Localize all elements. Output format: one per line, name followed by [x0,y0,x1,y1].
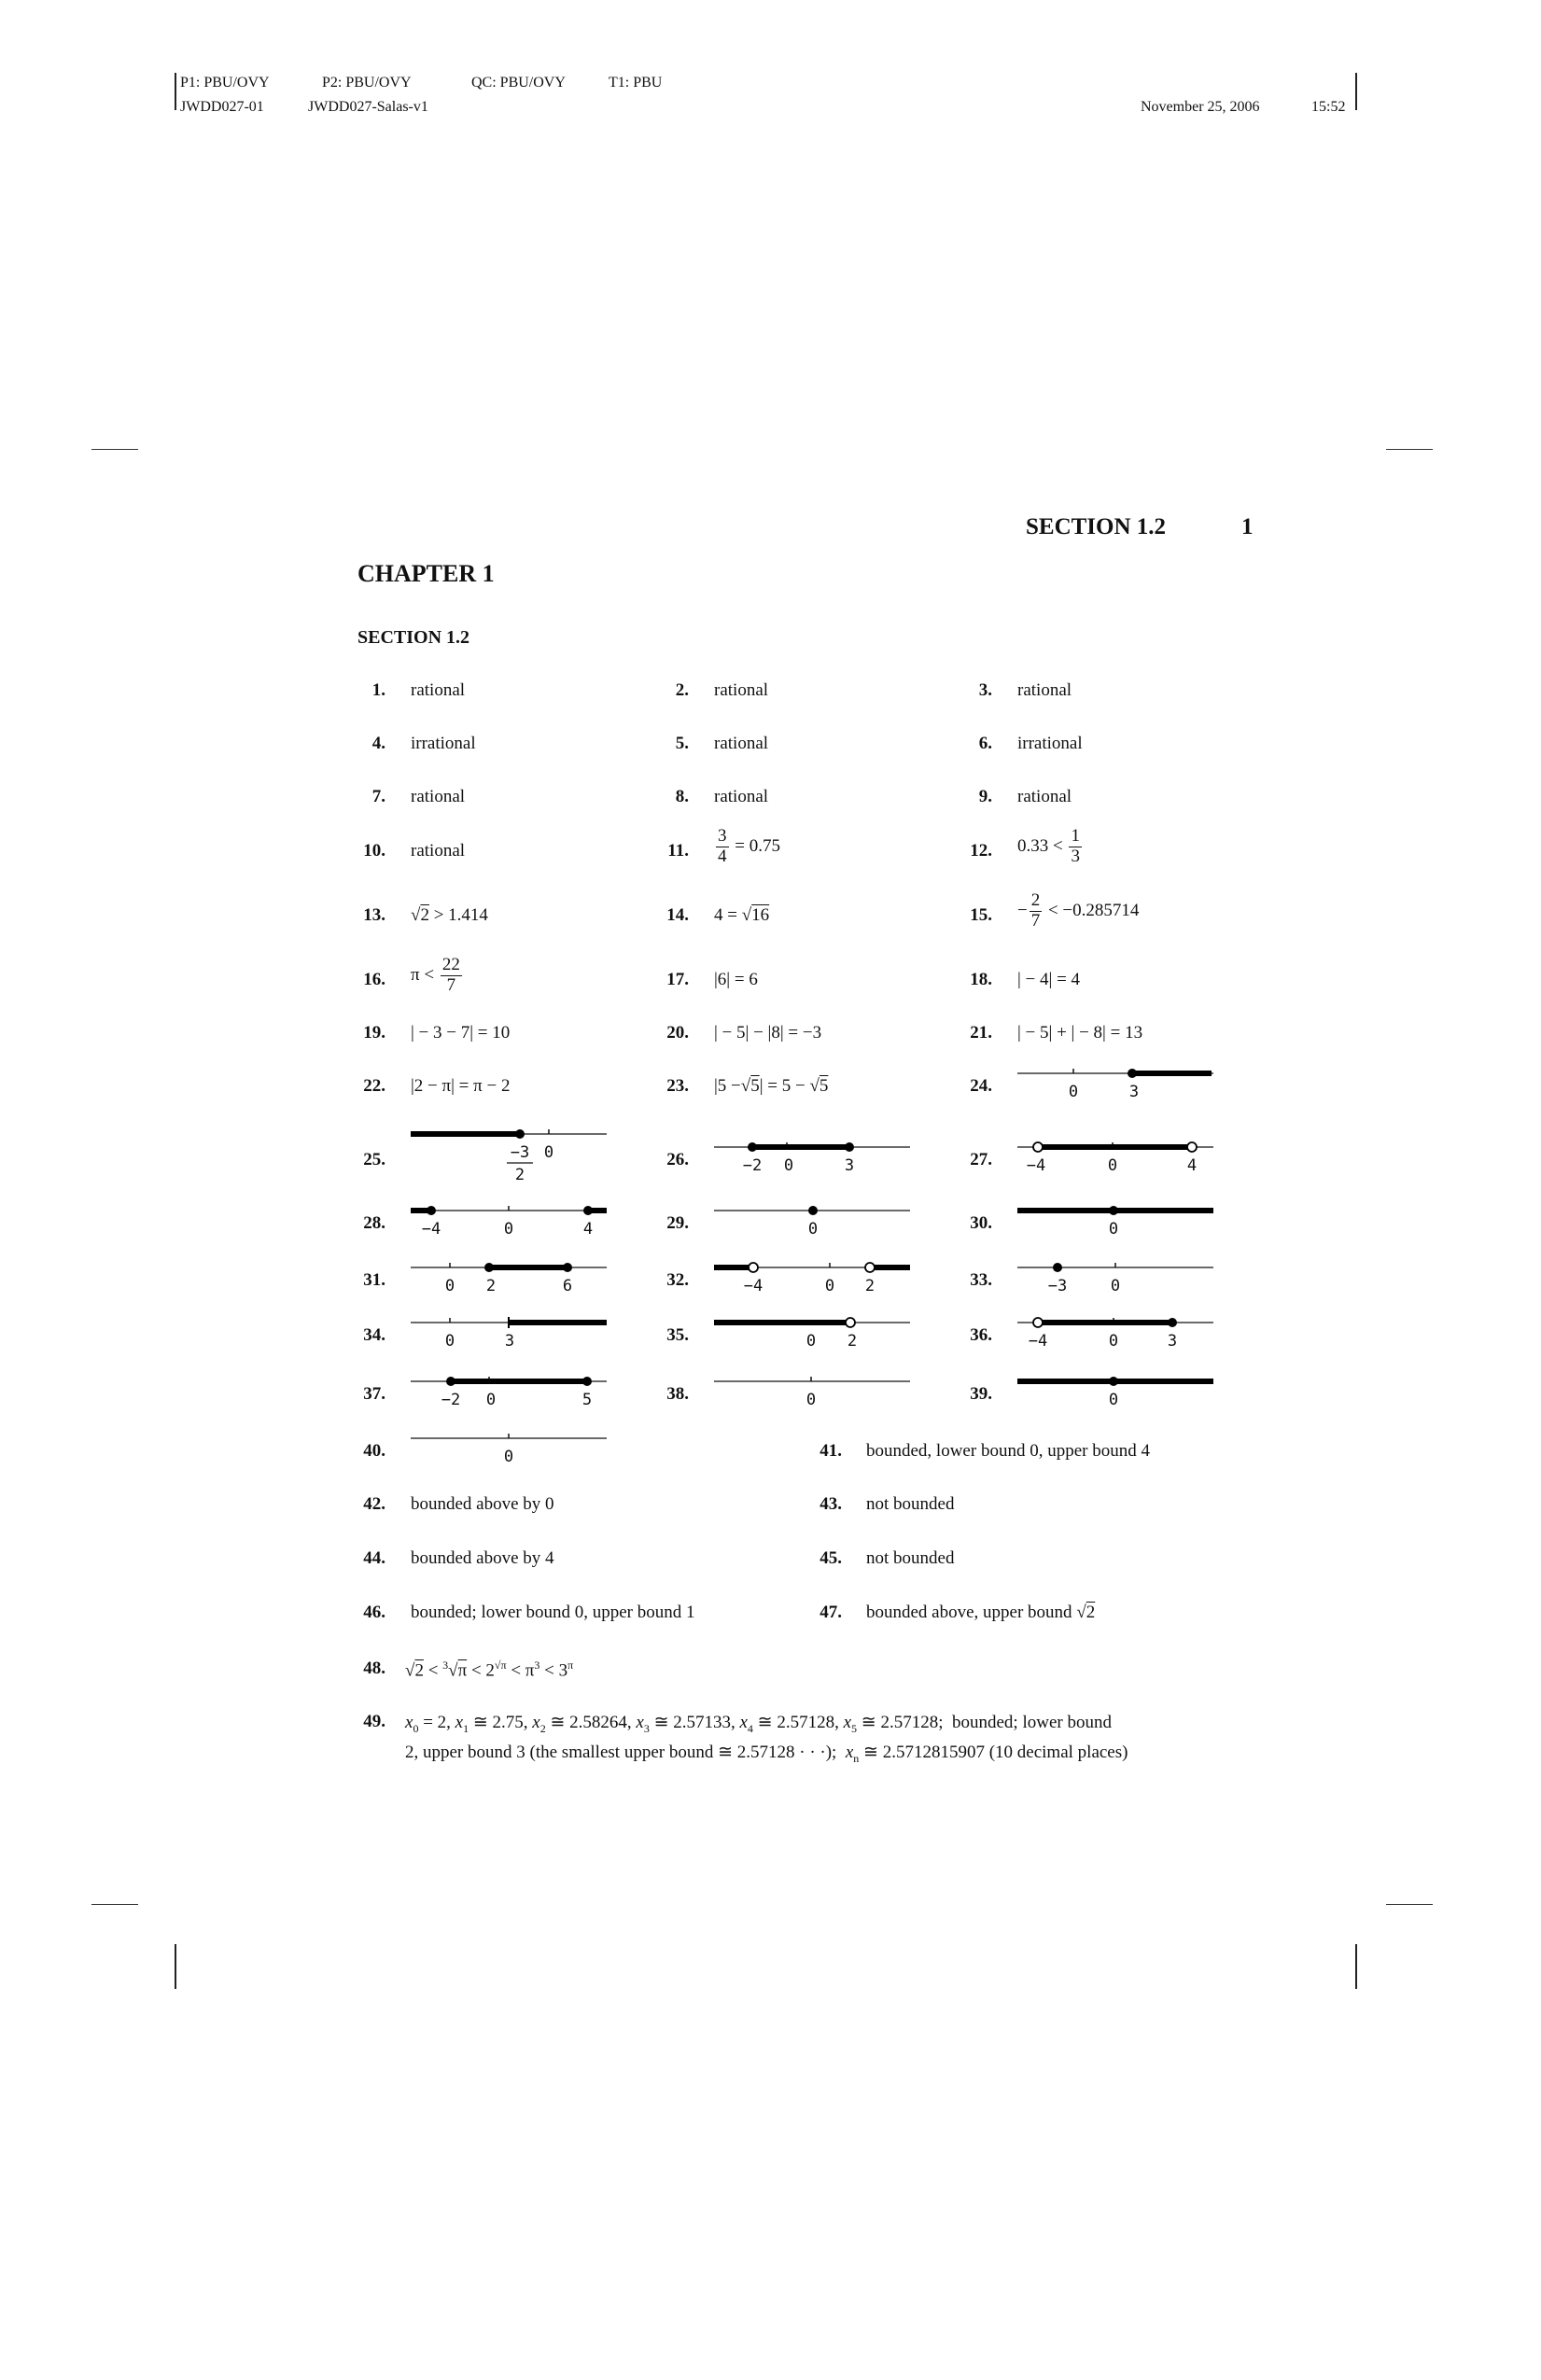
tick-label: 0 [1108,1391,1119,1409]
number-line-38 [714,1367,910,1414]
answer-number: 22. [363,1076,385,1096]
open-endpoint [749,1263,758,1272]
answer-text: irrational [1017,734,1083,753]
number-line-32 [714,1253,910,1300]
answer-number: 13. [363,905,385,925]
answer-text: rational [714,787,769,806]
tick-label: 0 [444,1277,455,1295]
tick-label: 5 [581,1391,593,1409]
answer-number: 9. [978,787,992,806]
answer-number: 33. [970,1270,992,1290]
answer-number: 30. [970,1213,992,1233]
answer-number: 46. [363,1603,385,1622]
number-line-30 [1017,1197,1213,1243]
tick-label: −4 [1026,1156,1046,1175]
answer-49-line-1: $x_0 = 2$, $x_1$ ≅ 2.75, $x_2$ ≅ 2.58264, $x_3$ ≅ 2.57133, $x_4$ ≅ 2.57128, $x_5$ ≅ 2.57128; bounded; lower bound [405,1713,1112,1735]
answer-number: 6. [978,734,992,753]
number-line-29 [714,1197,910,1243]
closed-point [1109,1377,1118,1386]
answer-number: 49. [363,1712,385,1731]
answer-number: 44. [363,1548,385,1568]
closed-endpoint [563,1263,572,1272]
header-tag-p1: P1: PBU/OVY [180,75,270,91]
open-endpoint [846,1318,855,1327]
tick-label: −4 [743,1277,763,1295]
tick-label: 0 [783,1156,794,1175]
answer-number: 47. [820,1603,842,1622]
number-line-37 [411,1367,607,1414]
closed-endpoint [748,1142,757,1152]
tick-label: 3 [1128,1083,1140,1101]
closed-endpoint [427,1206,436,1215]
answer-number: 23. [666,1076,689,1096]
sqrt-sign: √ [448,1660,458,1681]
tick-label: 0 [543,1143,554,1162]
tick-label: 0 [444,1332,455,1351]
answer-number: 48. [363,1659,385,1678]
answer-number: 25. [363,1150,385,1169]
answer-number: 18. [970,970,992,989]
tick-label: 0 [1107,1156,1118,1175]
answer-42: bounded above by 0 [411,1494,554,1514]
answer-number: 42. [363,1494,385,1514]
open-endpoint [1033,1142,1043,1152]
answer-number: 15. [970,905,992,925]
answer-48: $√2 < ^3√\pi < 2^{√\pi} < \pi^3 < 3^\pi$ [405,1659,574,1681]
closed-endpoint [845,1142,854,1152]
answer-number: 2. [675,680,689,700]
tick-label: 2 [847,1332,858,1351]
crop-mark [1355,73,1357,110]
tick-label: 0 [503,1448,514,1466]
tick-label: 0 [503,1220,514,1239]
answer-number: 21. [970,1023,992,1043]
answer-number: 27. [970,1150,992,1169]
section-title: SECTION 1.2 [357,627,470,648]
header-job-id: JWDD027-01 [180,99,264,115]
answer-number: 34. [363,1325,385,1345]
number-line-31 [411,1253,607,1300]
answer-19: | − 3 − 7| = 10 [411,1023,511,1043]
answer-number: 17. [666,970,689,989]
header-time: 15:52 [1311,99,1346,115]
answer-number: 40. [363,1441,385,1461]
answer-text: irrational [411,734,476,753]
crop-mark [175,73,176,110]
tick-label: 2 [514,1166,525,1184]
tick-label: 3 [1167,1332,1178,1351]
number-line-24 [1017,1059,1213,1106]
header-tag-p2: P2: PBU/OVY [322,75,412,91]
answer-number: 3. [978,680,992,700]
crop-mark [1355,1944,1357,1989]
answer-22: |2 − π| = π − 2 [411,1076,511,1096]
answer-16: π < $\frac{22}{7}$ [411,955,460,995]
number-line-40 [411,1424,607,1471]
sqrt-sign: √ [809,1076,820,1096]
tick-label: 3 [844,1156,855,1175]
tick-label: −3 [510,1143,530,1162]
tick-label: 3 [504,1332,515,1351]
answer-number: 11. [667,841,689,861]
crop-mark [91,1904,138,1905]
tick-label: −2 [742,1156,763,1175]
fraction: $\frac{1}{3}$ [1071,826,1080,866]
open-endpoint [1033,1318,1043,1327]
answer-11: $\frac{3}{4}$ = 0.75 [718,826,780,866]
answer-number: 7. [371,787,385,806]
tick-label: 4 [582,1220,594,1239]
tick-label: −4 [1028,1332,1048,1351]
tick-label: 0 [1110,1277,1121,1295]
answer-45: not bounded [866,1548,955,1568]
answer-18: | − 4| = 4 [1017,970,1081,989]
sqrt-sign: √ [740,1076,751,1096]
header-book-id: JWDD027-Salas-v1 [308,99,428,115]
answer-text: rational [411,841,466,861]
closed-endpoint [583,1206,593,1215]
answer-text: rational [411,787,466,806]
answer-17: |6| = 6 [714,970,758,989]
number-line-27 [1017,1133,1213,1180]
answer-12: 0.33 < $\frac{1}{3}$ [1017,826,1080,866]
answer-47: bounded above, upper bound √2 [866,1603,1096,1622]
answer-number: 24. [970,1076,992,1096]
answer-number: 35. [666,1325,689,1345]
tick-label: 2 [864,1277,876,1295]
answer-number: 8. [675,787,689,806]
tick-label: 0 [807,1220,819,1239]
answer-text: rational [714,680,769,700]
answer-number: 39. [970,1384,992,1404]
answer-number: 37. [363,1384,385,1404]
answer-number: 41. [820,1441,842,1461]
page-number: 1 [1241,514,1254,539]
chapter-title: CHAPTER 1 [357,560,495,587]
answer-number: 20. [666,1023,689,1043]
tick-label: 0 [806,1391,817,1409]
tick-label: −2 [441,1391,461,1409]
closed-endpoint [582,1377,592,1386]
answer-43: not bounded [866,1494,955,1514]
closed-endpoint [515,1129,525,1139]
fraction: $\frac{2}{7}$ [1030,890,1041,931]
answer-number: 43. [820,1494,842,1514]
answer-20: | − 5| − |8| = −3 [714,1023,822,1043]
header-tag-qc: QC: PBU/OVY [471,75,566,91]
answer-number: 45. [820,1548,842,1568]
crop-mark [175,1944,176,1989]
closed-point [1109,1206,1118,1215]
number-line-39 [1017,1367,1213,1414]
closed-endpoint [446,1377,455,1386]
number-line-25 [411,1120,607,1185]
open-endpoint [865,1263,875,1272]
answer-41: bounded, lower bound 0, upper bound 4 [866,1441,1150,1461]
answer-13: √2 > 1.414 [411,905,488,925]
tick-label: 0 [485,1391,497,1409]
crop-mark [91,449,138,450]
tick-label: 0 [806,1332,817,1351]
closed-point [808,1206,818,1215]
closed-point [1053,1263,1062,1272]
tick-label: 2 [485,1277,497,1295]
answer-44: bounded above by 4 [411,1548,554,1568]
tick-label: 0 [1108,1332,1119,1351]
open-endpoint [1187,1142,1197,1152]
answer-21: | − 5| + | − 8| = 13 [1017,1023,1143,1043]
number-line-36 [1017,1309,1213,1355]
answer-number: 31. [363,1270,385,1290]
answer-number: 28. [363,1213,385,1233]
crop-mark [1386,449,1433,450]
answer-number: 12. [970,841,992,861]
answer-number: 36. [970,1325,992,1345]
header-tag-t1: T1: PBU [609,75,663,91]
tick-label: −3 [1047,1277,1068,1295]
number-line-28 [411,1197,607,1243]
answer-number: 32. [666,1270,689,1290]
sqrt-sign: √ [1076,1603,1086,1622]
closed-endpoint [484,1263,494,1272]
answer-number: 38. [666,1384,689,1404]
answer-number: 4. [371,734,385,753]
tick-label: −4 [421,1220,441,1239]
answer-15: − $\frac{2}{7}$ < −0.285714 [1017,890,1140,931]
sqrt-sign: √ [741,905,752,925]
answer-number: 19. [363,1023,385,1043]
answer-number: 29. [666,1213,689,1233]
tick-label: 4 [1186,1156,1198,1175]
tick-label: 0 [824,1277,835,1295]
answer-number: 10. [363,841,385,861]
number-line-33 [1017,1253,1213,1300]
tick-label: 0 [1108,1220,1119,1239]
answer-text: rational [411,680,466,700]
sqrt-sign: √ [411,905,421,925]
answer-number: 26. [666,1150,689,1169]
tick-label: 0 [1068,1083,1079,1101]
answer-23: |5 −√5| = 5 − √5 [714,1076,829,1096]
answer-number: 5. [675,734,689,753]
closed-endpoint [1168,1318,1177,1327]
number-line-26 [714,1133,910,1180]
answer-49-line-2: 2, upper bound 3 (the smallest upper bound ≅ 2.57128 · · ·); $x_n$ ≅ 2.5712815907 (10 decimal places) [405,1743,1128,1765]
answer-text: rational [714,734,769,753]
number-line-34 [411,1309,607,1355]
answer-text: rational [1017,787,1072,806]
answer-number: 1. [371,680,385,700]
fraction: $\frac{3}{4}$ [718,826,727,866]
answer-46: bounded; lower bound 0, upper bound 1 [411,1603,695,1622]
answer-14: 4 = √16 [714,905,770,925]
crop-mark [1386,1904,1433,1905]
closed-endpoint [1128,1069,1137,1078]
answer-number: 14. [666,905,689,925]
tick-label: 6 [562,1277,573,1295]
sqrt-sign: √ [405,1660,415,1681]
answer-number: 16. [363,970,385,989]
fraction: $\frac{22}{7}$ [441,955,460,995]
number-line-35 [714,1309,910,1355]
answer-text: rational [1017,680,1072,700]
page-section-heading: SECTION 1.2 [1026,514,1167,539]
header-date: November 25, 2006 [1141,99,1260,115]
